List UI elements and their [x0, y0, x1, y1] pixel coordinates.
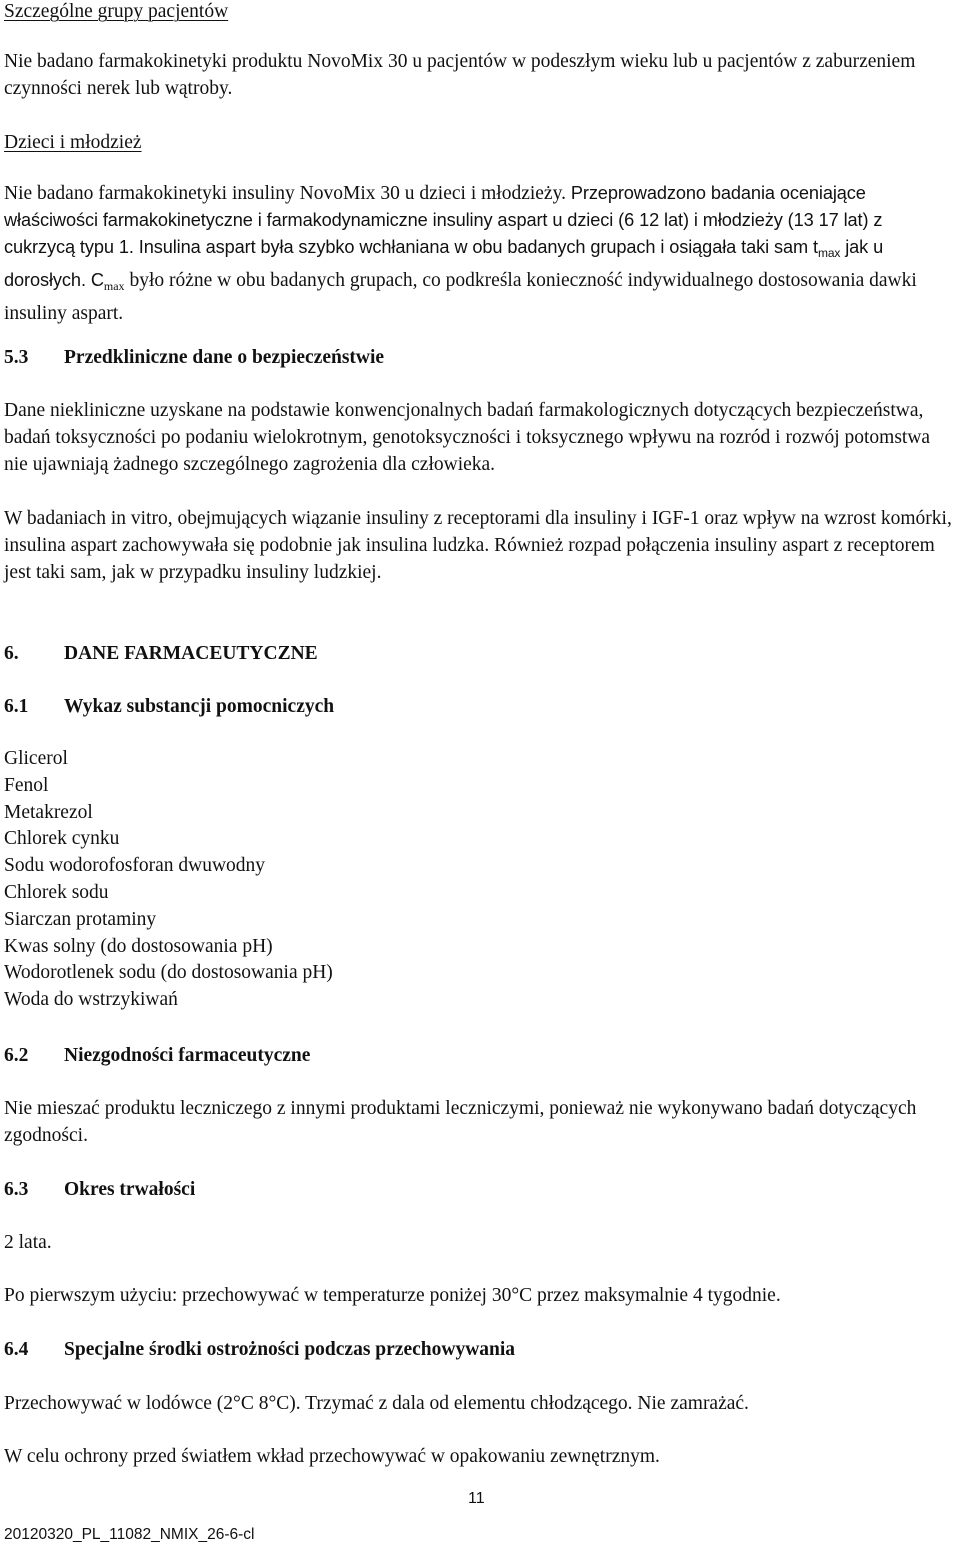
list-item: Fenol	[4, 774, 49, 796]
paragraph-children	[4, 180, 952, 327]
children-text-part2: Przeprowadzono badania oceniające właściwości farmakokinetyczne i farmakodynamiczne insuliny aspart u dzieci (6 12 lat) i młodzieży (13 17 lat) z cukrzycą typu 1. Insulina aspart była szybko wchłaniana w obu badanych grupach i osiągała taki sam t	[4, 183, 883, 257]
heading-number: 6.3	[4, 1179, 29, 1200]
heading-6-1	[4, 693, 952, 720]
paragraph-elderly: Nie badano farmakokinetyki produktu NovoMix 30 u pacjentów w podeszłym wieku lub u pacjentów z zaburzeniem czynności nerek lub wątroby.	[4, 51, 916, 99]
children-text-part3: jak u dorosłych. C	[4, 237, 884, 290]
list-item: Kwas solny (do dostosowania pH)	[4, 935, 273, 957]
heading-5-3	[4, 344, 952, 371]
subscript-tmax: max	[817, 246, 841, 260]
heading-number: 6.1	[4, 696, 29, 717]
list-item: Chlorek cynku	[4, 828, 120, 850]
heading-title: Niezgodności farmaceutyczne	[64, 1045, 311, 1066]
heading-6-3	[4, 1176, 952, 1203]
paragraph-incompatibilities: Nie mieszać produktu leczniczego z innymi produktami leczniczymi, ponieważ nie wykonywano badań dotyczących zgodności.	[4, 1098, 917, 1146]
heading-number: 5.3	[4, 347, 29, 368]
section-heading-special-populations: Szczególne grupy pacjentów	[4, 1, 229, 22]
paragraph-in-vitro: W badaniach in vitro, obejmujących wiązanie insuliny z receptorami dla insuliny i IGF-1 oraz wpływ na wzrost komórki, insulina aspart zachowywała się podobnie jak insulina ludzka. Również rozpad połączenia insuliny aspart z receptorem jest taki sam, jak w przypadku insuliny ludzkiej.	[4, 508, 952, 583]
heading-6-2	[4, 1042, 952, 1069]
list-item: Sodu wodorofosforan dwuwodny	[4, 855, 266, 877]
heading-6-4	[4, 1336, 952, 1363]
subscript-cmax: max	[103, 279, 125, 293]
children-text-part4: było różne w obu badanych grupach, co podkreśla konieczność indywidualnego dostosowania dawki insuliny aspart.	[4, 270, 917, 324]
list-item: Metakrezol	[4, 801, 93, 823]
heading-6	[4, 640, 952, 667]
footer-document-code: 20120320_PL_11082_NMIX_26-6-cl	[4, 1526, 255, 1543]
list-item: Siarczan protaminy	[4, 908, 157, 930]
paragraph-storage-fridge: Przechowywać w lodówce (2°C 8°C). Trzymać z dala od elementu chłodzącego. Nie zamrażać.	[4, 1393, 749, 1414]
heading-title: DANE FARMACEUTYCZNE	[64, 643, 318, 664]
paragraph-after-first-use: Po pierwszym użyciu: przechowywać w temperaturze poniżej 30°C przez maksymalnie 4 tygodnie.	[4, 1285, 781, 1306]
heading-title: Wykaz substancji pomocniczych	[64, 696, 335, 717]
paragraph-storage-light: W celu ochrony przed światłem wkład przechowywać w opakowaniu zewnętrznym.	[4, 1446, 660, 1467]
heading-title: Przedkliniczne dane o bezpieczeństwie	[64, 347, 385, 368]
children-text-part1: Nie badano farmakokinetyki insuliny NovoMix 30 u dzieci i młodzieży.	[4, 183, 566, 204]
heading-number: 6.2	[4, 1045, 29, 1066]
paragraph-shelf-life: 2 lata.	[4, 1232, 52, 1253]
list-item: Glicerol	[4, 748, 68, 769]
list-item: Wodorotlenek sodu (do dostosowania pH)	[4, 962, 333, 984]
paragraph-preclinical: Dane niekliniczne uzyskane na podstawie konwencjonalnych badań farmakologicznych dotyczących bezpieczeństwa, badań toksyczności po podaniu wielokrotnym, genotoksyczności i toksycznego wpływu na rozród i rozwój potomstwa nie ujawniają żadnego szczególnego zagrożenia dla człowieka.	[4, 400, 931, 475]
heading-title: Okres trwałości	[64, 1179, 196, 1200]
heading-title: Specjalne środki ostrożności podczas przechowywania	[64, 1339, 516, 1360]
section-heading-children: Dzieci i młodzież	[4, 132, 142, 153]
heading-number: 6.	[4, 643, 19, 664]
heading-number: 6.4	[4, 1339, 29, 1360]
list-item: Woda do wstrzykiwań	[4, 989, 178, 1011]
excipients-list	[4, 746, 604, 1014]
list-item: Chlorek sodu	[4, 881, 109, 903]
page-number: 11	[468, 1490, 485, 1507]
